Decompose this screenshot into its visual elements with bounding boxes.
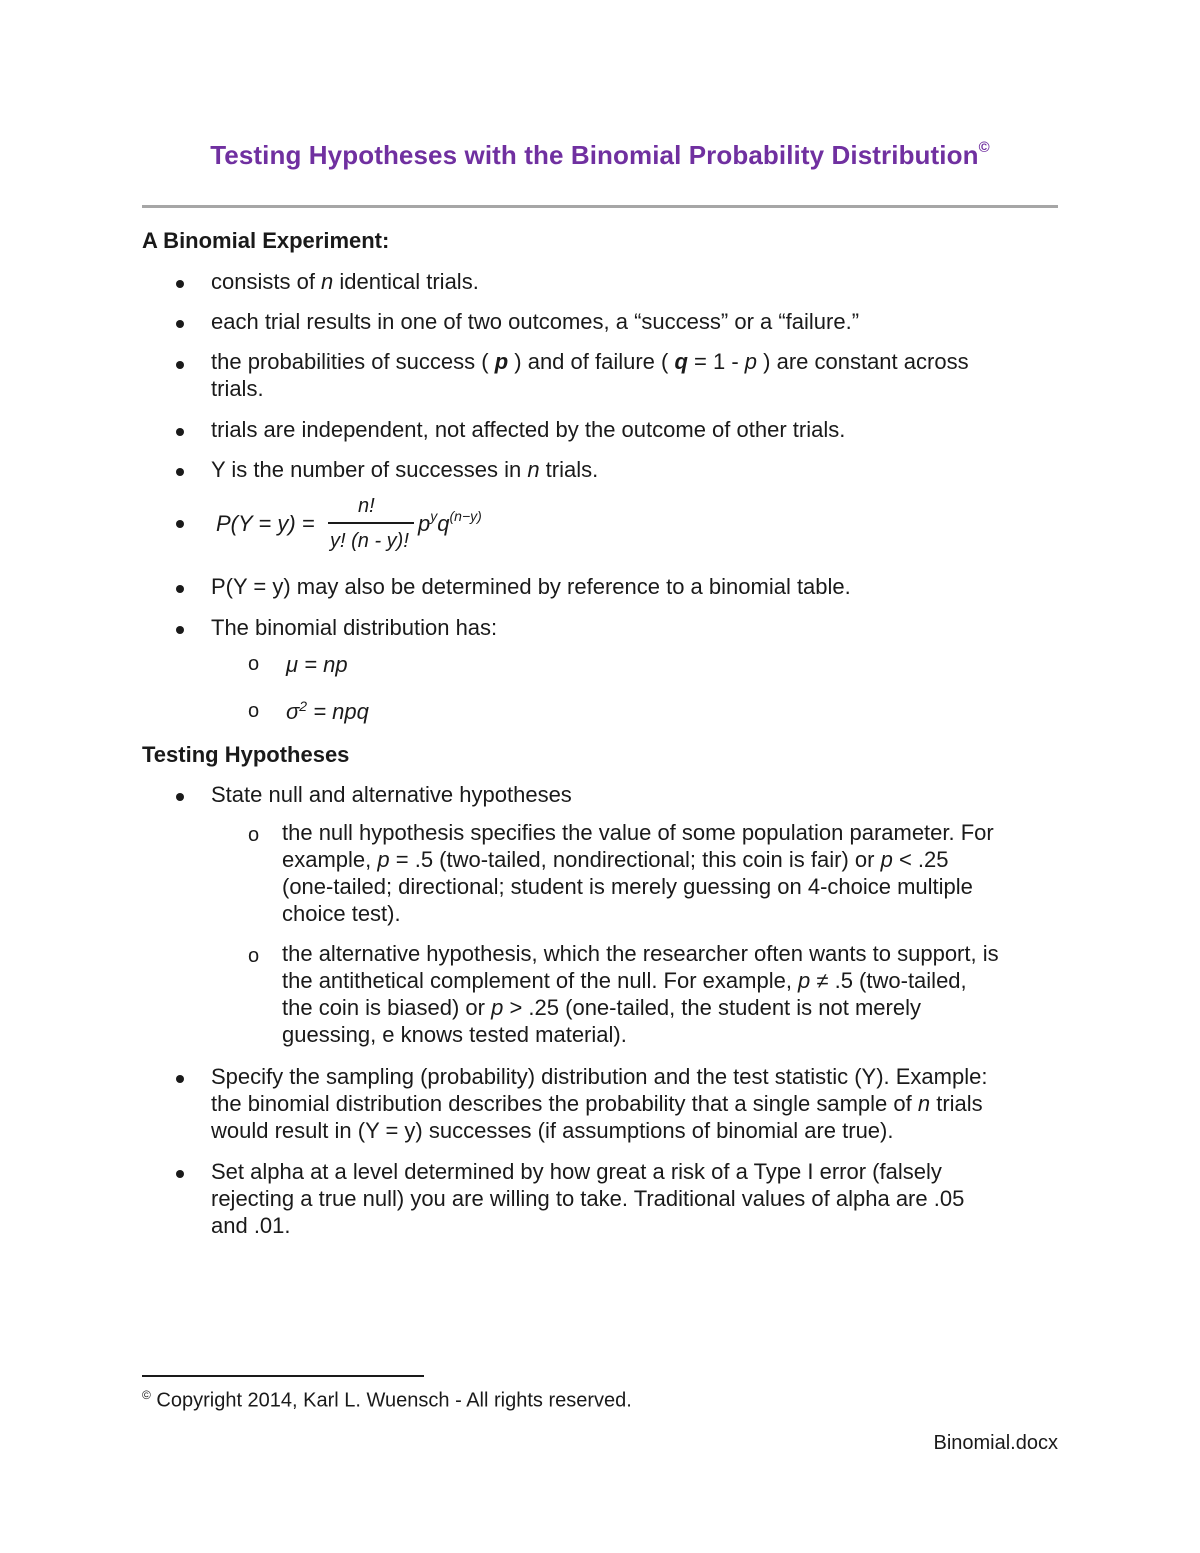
- list-item: Y is the number of successes in n trials.: [211, 457, 599, 482]
- copyright-mark: ©: [978, 139, 990, 157]
- sigma-formula: $\sigma^2$ = npq: [286, 698, 369, 724]
- bullet-icon: [176, 361, 184, 369]
- list-item: Specify the sampling (probability) distribution and the test statistic (Y). Example: the binomial distribution describes the probability that a single sample of n trials would result in (Y = y) successes (if assumptions of binomial are true).: [211, 1064, 988, 1143]
- circle-bullet-icon: o: [248, 700, 260, 722]
- bullet-icon: [176, 320, 184, 328]
- list-item: trials are independent, not affected by the outcome of other trials.: [211, 417, 846, 442]
- footnote: © Copyright 2014, Karl L. Wuensch - All rights reserved.: [142, 1388, 632, 1412]
- bullet-icon: [176, 428, 184, 436]
- list-item: the probabilities of success ( p ) and of failure ( q = 1 - p ) are constant across trials.: [211, 349, 969, 401]
- bullet-icon: [176, 626, 184, 634]
- bullet-icon: [176, 1170, 184, 1178]
- page-title: Testing Hypotheses with the Binomial Probability Distribution©: [210, 139, 990, 170]
- bullet-icon: [176, 520, 184, 528]
- section-heading-testing-hypotheses: Testing Hypotheses: [142, 742, 350, 767]
- document-page: Testing Hypotheses with the Binomial Probability Distribution© A Binomial Experiment: consists of n identical trials. each trial results in one of two outcomes, a “success” or a “failure.” the probabilities of success ( p ) and of failure ( q = 1 - p ) are constant across trials. trials are independent, not affected by the outcome of other trials. Y is the number of successes in n trials. P(Y = y) = n! y! (n - y)! $p^yq^{(n-y)}$ P(Y = y) may also be determined by reference to a binomial table. The binomial distribution has: o μ = np o $\sigma^2$ = npq Testing Hypotheses State null and alternative hypotheses o the null hypothesis specifies the value of some population parameter. For example, p = .5 (two-tailed, nondirectional; this coin is fair) or p < .25 (one-tailed; directional; student is merely guessing on 4-choice multiple choice test). o the alternative hypothesis, which the researcher often wants to support, is the antithetical complement of the null. For example, p ≠ .5 (two-tailed, the coin is biased) or p > .25 (one-tailed, the student is not merely guessing, e knows tested material). Specify the sampling (probability) distribution and the test statistic (Y). Example: the binomial distribution describes the probability that a single sample of n trials would result in (Y = y) successes (if assumptions of binomial are true). Set alpha at a level determined by how great a risk of a Type I error (falsely rejecting a true null) you are willing to take. Traditional values of alpha are .05 and .01. © Copyright 2014, Karl L. Wuensch - All rights reserved. Binomial.docx: [0, 0, 1200, 1553]
- section-heading-binomial-experiment: A Binomial Experiment:: [142, 228, 390, 253]
- bullet-icon: [176, 468, 184, 476]
- bullet-icon: [176, 1075, 184, 1083]
- list-item: Set alpha at a level determined by how great a risk of a Type I error (falsely rejecting a true null) you are willing to take. Traditional values of alpha are .05 and .01.: [211, 1159, 965, 1238]
- circle-bullet-icon: o: [248, 653, 260, 675]
- footnote-rule: [142, 1375, 424, 1377]
- list-item: State null and alternative hypotheses: [211, 782, 572, 807]
- list-item: P(Y = y) may also be determined by reference to a binomial table.: [211, 574, 851, 599]
- title-rule: [142, 205, 1058, 208]
- bullet-icon: [176, 280, 184, 288]
- circle-bullet-icon: o: [248, 945, 260, 967]
- circle-bullet-icon: o: [248, 824, 260, 846]
- list-item: each trial results in one of two outcomes, a “success” or a “failure.”: [211, 309, 860, 334]
- mu-formula: μ = np: [286, 652, 348, 677]
- list-item-alternative-hypothesis: the alternative hypothesis, which the researcher often wants to support, is the antithetical complement of the null. For example, p ≠ .5 (two-tailed, the coin is biased) or p > .25 (one-tailed, the student is not merely guessing, e knows tested material).: [282, 941, 999, 1047]
- document-filename: Binomial.docx: [933, 1432, 1058, 1454]
- fraction-bar: [328, 522, 414, 524]
- list-item-null-hypothesis: the null hypothesis specifies the value of some population parameter. For example, p = .5 (two-tailed, nondirectional; this coin is fair) or p < .25 (one-tailed; directional; student is merely guessing on 4-choice multiple choice test).: [282, 820, 994, 926]
- list-item: consists of n identical trials.: [211, 269, 479, 294]
- list-item: The binomial distribution has:: [211, 615, 498, 640]
- bullet-icon: [176, 793, 184, 801]
- bullet-icon: [176, 585, 184, 593]
